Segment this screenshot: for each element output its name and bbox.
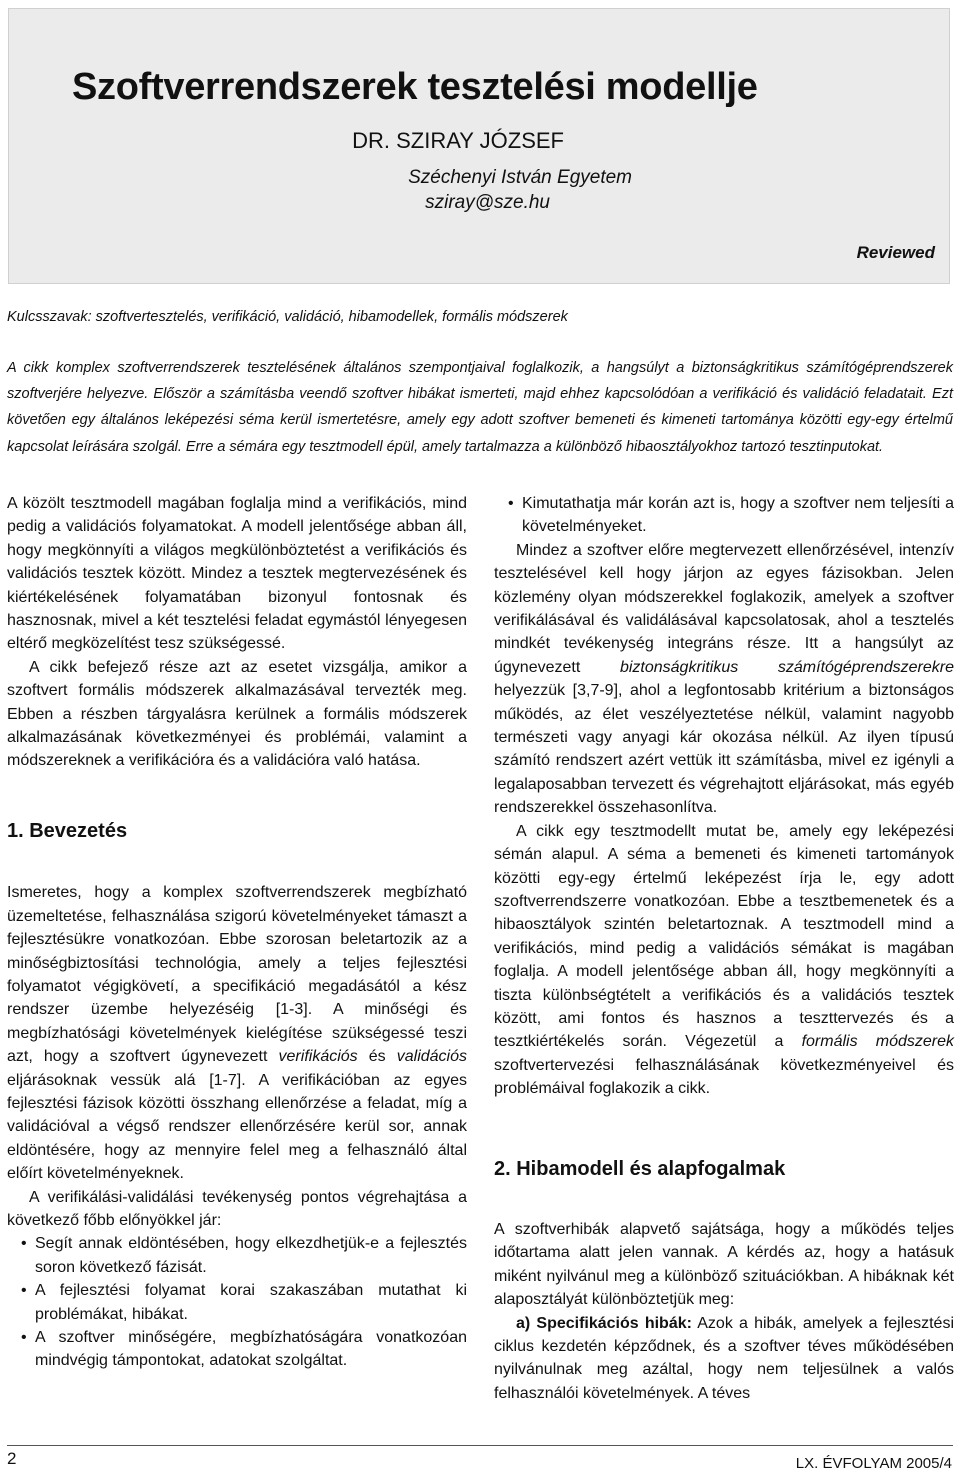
body-text: A cikk egy tesztmodellt mutat be, amely egy leképezési sémán alapul. A séma a bemeneti és kimeneti tartományok közötti egy-egy értelmű leképezést írja le, egy adott szoftverrendszerre vonatkozóan. Ebbe a tesztbemenetek és a hibaosztályok szintén beletartoznak. A tesztmodell mind a verifikációs, mind pedig a validációs sémákat is magában foglalja. A modell jelentősége abban áll, hogy megkönnyíti a tiszta különbségtételt a verifikációs és a validációs tesztek között, ami fontos és hasznos a teszttervezés és a tesztkiértékelés során. Végezetül a bbox=[494, 822, 954, 1051]
article-title: Szoftverrendszerek tesztelési modellje bbox=[72, 66, 758, 108]
benefit-list bbox=[494, 492, 954, 539]
page-number: 2 bbox=[7, 1449, 17, 1468]
body-text: eljárásoknak vessük alá [1-7]. A verifikációban az egyes fejlesztési fázisok közötti összhang ellenőrzése a feladat, míg a validációval a végső rendszer ellenőrzésére kerül sor, annak eldöntésére, hogy az mennyire felel meg a felhasználó által előírt követelményeknek. bbox=[7, 1071, 467, 1183]
list-item: • A fejlesztési folyamat korai szakaszában mutathat ki problémákat, hibákat. bbox=[7, 1279, 467, 1326]
abstract: A cikk komplex szoftverrendszerek tesztelésének általános szempontjaival foglalkozik, a hangsúlyt a biztonságkritikus számítógéprendszerek szoftverjére helyezve. Először a számításba veendő szoftver hibákat ismerteti, majd ehhez kapcsolódóan a verifikáció és validáció feladatait. Ezt követően egy általános leképezési séma kerül ismertetésre, amely egy adott szoftver bemeneti és kimeneti tartománya közötti egy-egy értelmű kapcsolat leírására szolgál. Erre a sémára egy tesztmodell épül, amely tartalmazza a különböző hibaosztályokhoz tartozó tesztinputokat. bbox=[7, 360, 953, 455]
body-text: és bbox=[357, 1048, 397, 1066]
intro-paragraph: A cikk befejező része azt az esetet vizsgálja, amikor a szoftvert formális módszerek alkalmazásával tervezték meg. Ebben a részben tárgyalásra kerülnek a formális módszerek alkalmazásának következményei és problémái, valamint a módszereknek a verifikációra és a validációra való hatása. bbox=[7, 658, 467, 770]
body-paragraph bbox=[494, 1312, 954, 1406]
footer-rule bbox=[7, 1445, 953, 1446]
list-item: • Segít annak eldöntésében, hogy elkezdhetjük-e a fejlesztés soron következő fázisát. bbox=[7, 1232, 467, 1279]
author-affiliation: Széchenyi István Egyetem bbox=[408, 167, 632, 188]
term-label: a) Specifikációs hibák: bbox=[516, 1314, 692, 1332]
list-item: • Kimutathatja már korán azt is, hogy a szoftver nem teljesíti a követelményeket. bbox=[494, 492, 954, 539]
reviewed-badge: Reviewed bbox=[856, 243, 935, 262]
issue-label: LX. ÉVFOLYAM 2005/4 bbox=[795, 1455, 952, 1472]
body-paragraph: A verifikálási-validálási tevékenység pontos végrehajtása a következő főbb előnyökkel jár: bbox=[7, 1188, 467, 1229]
body-text: helyezzük [3,7-9], ahol a legfontosabb kritérium a biztonságos működés, az élet veszélyeztetése nélkül, valamint nagyobb természeti vagy anyagi kár okozása nélkül. Az ilyen típusú számító rendszert azért vettük itt számításba, mivel ez igényli a legalaposabban tervezett és végrehajtott eljárásokat, más egyéb rendszerekkel összehasonlítva. bbox=[494, 682, 954, 817]
body-text: Mindez a szoftver előre megtervezett ellenőrzésével, intenzív tesztelésével kell hogy járjon az egyes fázisokban. Jelen közlemény olyan módszerekkel foglakozik, amelyek a szoftver verifikálásával és validálásával kapcsolatosak, ahol a tesztelés mindkét tevékenység integráns része. Itt a hangsúlyt az úgynevezett bbox=[494, 541, 954, 676]
emphasis: biztonságkritikus számítógéprendszerekre bbox=[619, 658, 954, 676]
body-paragraph: A szoftverhibák alapvető sajátsága, hogy a működés teljes időtartama alatt jelen vannak. A kérdés az, hogy a hatásuk miként nyilvánul meg a különböző szituációkban. A hibáknak két alaposztályát különböztetjük meg: bbox=[494, 1220, 954, 1309]
body-text: szoftvertervezési felhasználásának következményeivel és problémáival foglakozik a cikk. bbox=[494, 1056, 954, 1098]
body-paragraph bbox=[7, 881, 467, 1185]
body-paragraph bbox=[494, 539, 954, 820]
emphasis: formális módszerek bbox=[801, 1033, 955, 1051]
author-email: sziray@sze.hu bbox=[425, 192, 550, 213]
section-heading: 1. Bevezetés bbox=[7, 819, 128, 842]
left-column bbox=[7, 492, 467, 1373]
author-name: DR. SZIRAY JÓZSEF bbox=[352, 128, 564, 153]
body-text: Ismeretes, hogy a komplex szoftverrendszerek megbízható üzemeltetése, felhasználása szigorú követelményeket támaszt a fejlesztésükre vonatkozóan. Ebbe szorosan beletartozik az a minőségbiztosítási technológia, amely a teljes fejlesztési folyamatot végigkövetí, a specifikáció megadásától a kész rendszer üzembe helyezéséig [1-3]. A minőségi és megbízhatósági követelmények kielégítése szükségessé teszi azt, hogy a szoftvert úgynevezett bbox=[7, 884, 467, 1066]
keywords: Kulcsszavak: szoftvertesztelés, verifikáció, validáció, hibamodellek, formális módszerek bbox=[7, 309, 568, 325]
benefit-list bbox=[7, 1232, 467, 1372]
body-text: Azok a hibák, amelyek a fejlesztési ciklus kezdetén képződnek, és a szoftver téves működésében nyilvánulnak meg azáltal, hogy nem teljesülnek a valós felhasználói követelmények. A téves bbox=[494, 1314, 954, 1402]
list-item: • A szoftver minőségére, megbízhatóságára vonatkozóan mindvégig támpontokat, adatokat szolgáltat. bbox=[7, 1326, 467, 1373]
emphasis: validációs bbox=[396, 1048, 467, 1066]
right-column bbox=[494, 492, 954, 1405]
emphasis: verifikációs bbox=[278, 1048, 358, 1066]
intro-paragraph: A közölt tesztmodell magában foglalja mind a verifikációs, mind pedig a validációs folyamatokat. A modell jelentősége abban áll, hogy megkönnyíti a világos megkülönböztetést a verifikációs és validációs tesztek között. Mindez a tesztek megtervezésének és kiértékelésének folyamatában bizonyul fontosnak és hasznosnak, mivel a két tesztelési feladat egymástól lényegesen eltérő megközelítést tesz szükségessé. bbox=[7, 495, 467, 653]
body-paragraph bbox=[494, 820, 954, 1101]
section-heading: 2. Hibamodell és alapfogalmak bbox=[494, 1157, 786, 1180]
